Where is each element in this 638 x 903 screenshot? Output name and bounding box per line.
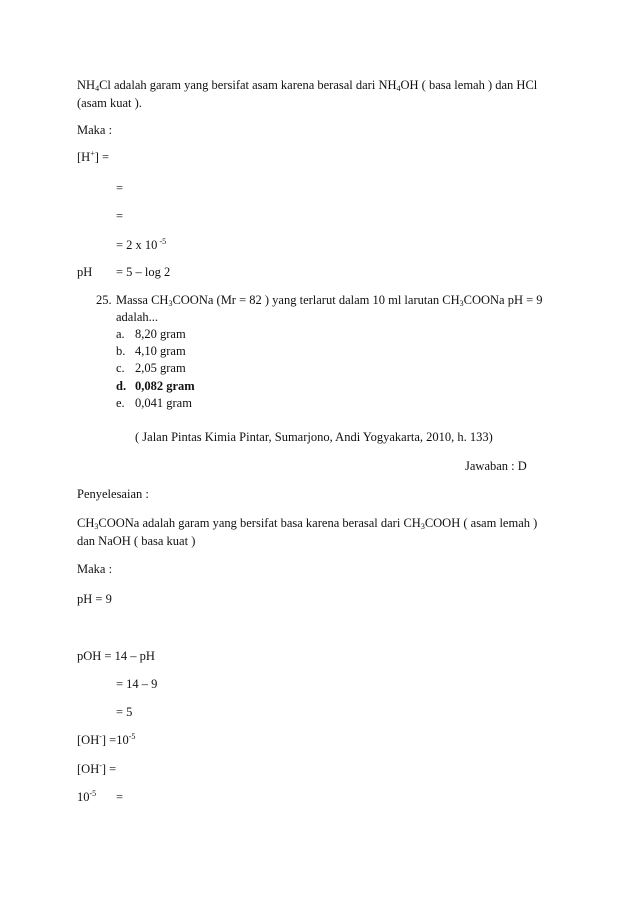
question-text-line-1 xyxy=(116,294,543,307)
solution-text: COOH ( asam lemah ) xyxy=(424,516,538,530)
oh-text: [OH xyxy=(77,733,100,747)
question-text: COONa pH = 9 xyxy=(463,293,543,307)
option-letter: e. xyxy=(116,396,125,410)
intro-text: NH xyxy=(77,78,96,92)
ph-value: = 5 – log 2 xyxy=(116,265,171,279)
solution-line-1 xyxy=(77,517,537,530)
poh-formula: pOH = 14 – pH xyxy=(77,649,155,663)
oh-concentration-1 xyxy=(77,734,135,747)
equation-step-2: = xyxy=(116,209,124,223)
question-text: COONa (Mr = 82 ) yang terlarut dalam 10 ml larutan CH xyxy=(172,293,460,307)
final-text: 10 xyxy=(77,790,90,804)
option-text-correct: 0,082 gram xyxy=(135,379,195,393)
subscript: 4 xyxy=(95,84,100,93)
source-citation: ( Jalan Pintas Kimia Pintar, Sumarjono, Andi Yogyakarta, 2010, h. 133) xyxy=(135,430,493,444)
h-text: [H xyxy=(77,150,91,164)
final-line xyxy=(77,791,96,804)
option-text: 4,10 gram xyxy=(135,344,186,358)
eq-text: = 2 x 10 xyxy=(116,238,158,252)
solution-line-2: dan NaOH ( basa kuat ) xyxy=(77,534,196,548)
superscript: - xyxy=(99,761,102,770)
h-concentration xyxy=(77,151,109,164)
ph-label: pH xyxy=(77,265,93,279)
option-letter: a. xyxy=(116,327,125,341)
equation-step-1: = xyxy=(116,181,124,195)
superscript: -5 xyxy=(157,237,167,246)
superscript: -5 xyxy=(128,732,136,741)
option-letter-correct: d. xyxy=(116,379,127,393)
question-number: 25. xyxy=(96,293,112,307)
subscript: 3 xyxy=(459,299,464,308)
superscript: -5 xyxy=(89,789,97,798)
poh-step-1: = 14 – 9 xyxy=(116,677,158,691)
oh-text: ] =10 xyxy=(101,733,129,747)
ph-given: pH = 9 xyxy=(77,592,112,606)
intro-text: OH ( basa lemah ) dan HCl xyxy=(400,78,538,92)
subscript: 4 xyxy=(396,84,401,93)
subscript: 3 xyxy=(168,299,173,308)
intro-line-2: (asam kuat ). xyxy=(77,96,142,110)
superscript: - xyxy=(99,732,102,741)
option-text: 0,041 gram xyxy=(135,396,192,410)
h-text: ] = xyxy=(94,150,110,164)
solution-heading: Penyelesaian : xyxy=(77,487,149,501)
superscript: + xyxy=(90,149,95,158)
intro-line-1 xyxy=(77,79,537,92)
solution-text: COONa adalah garam yang bersifat basa karena berasal dari CH xyxy=(98,516,421,530)
question-text-line-2: adalah... xyxy=(116,310,158,324)
final-equals: = xyxy=(116,790,124,804)
option-text: 2,05 gram xyxy=(135,361,186,375)
answer-key: Jawaban : D xyxy=(465,459,527,473)
oh-text: [OH xyxy=(77,762,100,776)
maka-label: Maka : xyxy=(77,562,113,576)
option-letter: b. xyxy=(116,344,126,358)
option-letter: c. xyxy=(116,361,125,375)
oh-text: ] = xyxy=(101,762,117,776)
maka-label: Maka : xyxy=(77,123,113,137)
solution-text: CH xyxy=(77,516,95,530)
oh-concentration-2 xyxy=(77,763,116,776)
question-text: Massa CH xyxy=(116,293,169,307)
subscript: 3 xyxy=(420,522,425,531)
poh-step-2: = 5 xyxy=(116,705,133,719)
subscript: 3 xyxy=(94,522,99,531)
equation-step-3 xyxy=(116,239,166,252)
intro-text: Cl adalah garam yang bersifat asam karena berasal dari NH xyxy=(99,78,397,92)
option-text: 8,20 gram xyxy=(135,327,186,341)
